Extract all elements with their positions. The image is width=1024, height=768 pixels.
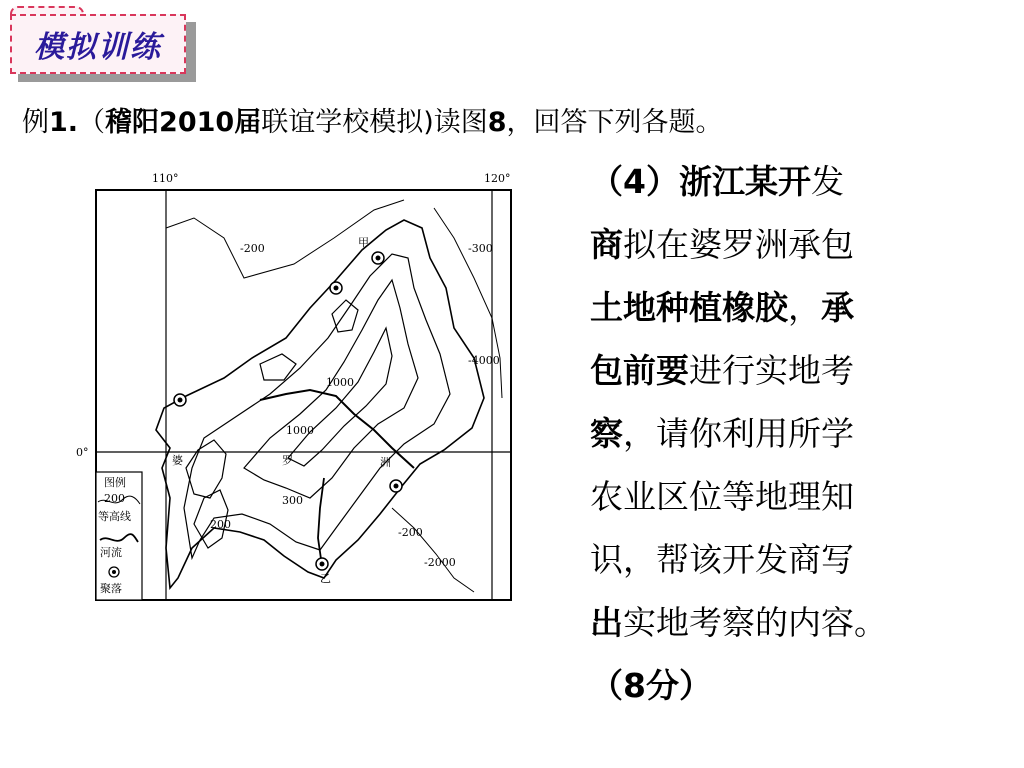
task-text-regular: ，	[788, 288, 821, 327]
badge-title: 模拟训练	[34, 30, 162, 65]
task-text-bold: 土地种植橡胶	[590, 288, 788, 327]
question-figure-number: 8	[487, 107, 507, 138]
task-line	[590, 591, 920, 654]
task-text-bold: 出	[590, 603, 623, 642]
task-line	[590, 150, 920, 213]
task-text-regular: 拟在婆罗洲承包	[623, 225, 854, 264]
place-label-zhou: 洲	[380, 456, 391, 469]
task-text-regular: ，请你利用所学	[623, 414, 854, 453]
contour-label: -200	[398, 526, 423, 539]
legend-contour-label: 等高线	[98, 510, 131, 523]
contour-label: -2000	[424, 556, 456, 569]
question-source-open: （	[78, 107, 106, 138]
contour-label: 200	[210, 518, 231, 531]
task-line	[590, 339, 920, 402]
contour-label: -200	[240, 242, 265, 255]
task-text-bold: 商	[590, 225, 623, 264]
task-line: 农业区位等地理知	[590, 477, 854, 516]
settlement-marker-jia	[372, 252, 384, 264]
place-label-jia: 甲	[358, 236, 369, 249]
settlement-marker-north	[330, 282, 342, 294]
settlement-marker-east	[390, 480, 402, 492]
lat-label-equator: 0°	[76, 446, 89, 459]
legend-title: 图例	[104, 476, 126, 489]
task-line	[590, 402, 920, 465]
question-prefix: 例	[22, 107, 49, 138]
borneo-contour-map	[74, 168, 524, 606]
task-text	[590, 150, 920, 717]
question-instruction-b: ，回答下列各题。	[506, 107, 723, 138]
task-line	[590, 654, 920, 717]
place-label-luo: 罗	[282, 454, 293, 467]
contour-label: 1000	[326, 376, 354, 389]
task-text-bold: 承	[821, 288, 854, 327]
settlement-marker-yi	[316, 558, 328, 570]
task-text-bold: 察	[590, 414, 623, 453]
question-number: 1.	[49, 107, 79, 138]
map-frame	[96, 190, 511, 600]
place-label-po: 婆	[172, 454, 183, 467]
question-source-bold: 稽阳2010届	[105, 107, 262, 138]
task-line	[590, 276, 920, 339]
legend-settlement-label: 聚落	[100, 582, 122, 595]
legend-river-label: 河流	[100, 546, 122, 559]
legend-settlement-icon	[109, 567, 119, 577]
task-text-regular: 实地考察的内容。	[623, 603, 887, 642]
legend-contour-value: 200	[104, 492, 125, 505]
lon-label-110: 110°	[152, 172, 179, 185]
lon-label-120: 120°	[484, 172, 511, 185]
task-text-bold: 包前要	[590, 351, 689, 390]
task-text-bold: （4）浙江某开	[590, 162, 811, 201]
task-text-regular: 进行实地考	[689, 351, 854, 390]
contour-label: -300	[468, 242, 493, 255]
question-instruction-a: 读图	[433, 107, 488, 138]
contour-label: -4000	[468, 354, 500, 367]
question-line	[22, 100, 723, 139]
task-text-regular: 发	[810, 162, 844, 201]
settlement-marker-west	[174, 394, 186, 406]
contour-label: 300	[282, 494, 303, 507]
place-label-yi: 乙	[320, 572, 331, 585]
task-line	[590, 213, 920, 276]
question-source-rest: 联谊学校模拟)	[261, 107, 434, 138]
contour-label: 1000	[286, 424, 314, 437]
task-line: 识，帮该开发商写	[590, 540, 854, 579]
task-text-bold: （8分）	[590, 666, 712, 705]
